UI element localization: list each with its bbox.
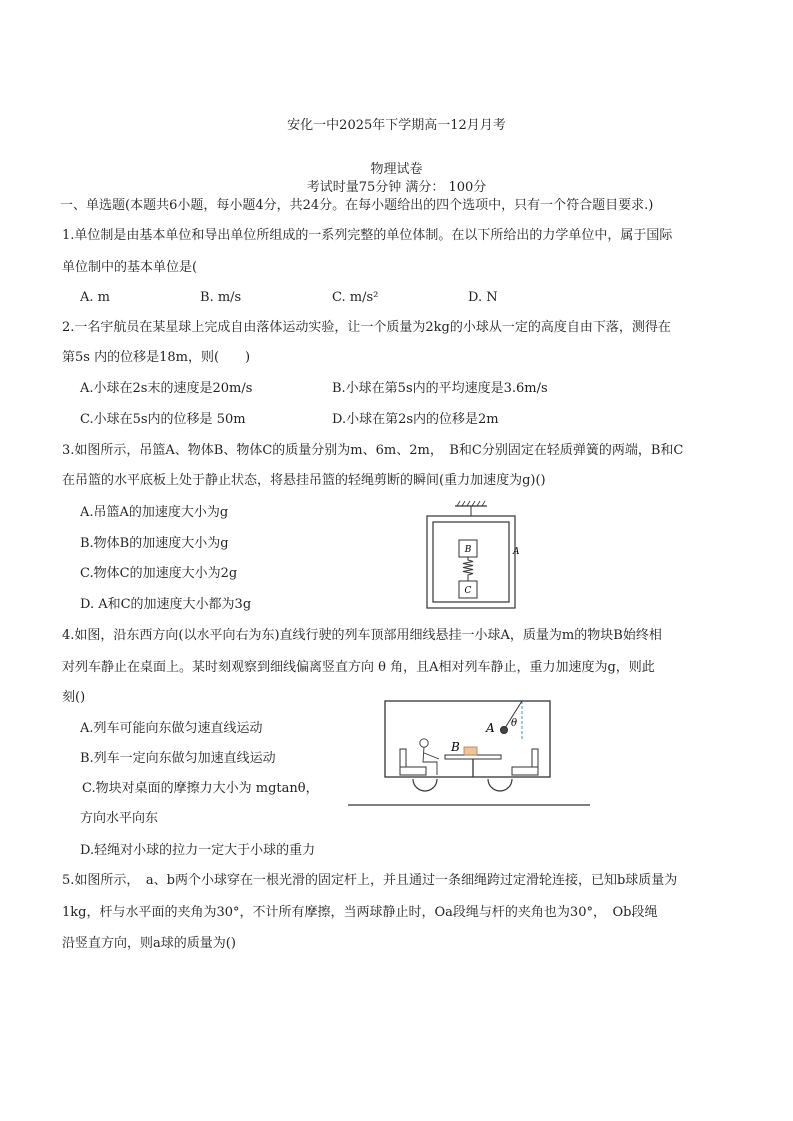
exam-title: 安化一中2025年下学期高一12月月考 [287, 118, 506, 133]
q3-option-c: C.物体C的加速度大小为2g [80, 566, 238, 581]
q2-option-a: A.小球在2s末的速度是20m/s [80, 381, 253, 396]
q3-text-line1: 3.如图所示，吊篮A、物体B、物体C的质量分别为m、6m、2m， B和C分别固定在轻质弹簧的两端，B和C [62, 443, 684, 458]
section-heading: 一、单选题(本题共6小题，每小题4分，共24分。在每小题给出的四个选项中，只有一个符合题目要求.) [60, 198, 654, 213]
q5-text-line1: 5.如图所示， a、b两个小球穿在一根光滑的固定杆上，并且通过一条细绳跨过定滑轮连接，已知b球质量为 [62, 873, 678, 888]
q2-option-c: C.小球在5s内的位移是 50m [80, 412, 246, 427]
q4-option-c-cont: 方向水平向东 [80, 811, 159, 826]
q5-text-line3: 沿竖直方向，则a球的质量为() [62, 936, 236, 951]
q4-option-b: B.列车一定向东做匀加速直线运动 [80, 751, 276, 766]
q3-option-d: D. A和C的加速度大小都为3g [80, 597, 252, 612]
q3-option-b: B.物体B的加速度大小为g [80, 536, 229, 551]
q4-option-d: D.轻绳对小球的拉力一定大于小球的重力 [80, 843, 316, 858]
q4-train-figure [345, 695, 595, 815]
q1-option-a: A. m [80, 290, 110, 305]
q1-text-line2: 单位制中的基本单位是( [62, 260, 198, 275]
q4-text-line1: 4.如图，沿东西方向(以水平向右为东)直线行驶的列车顶部用细线悬挂一小球A，质量为m的物块B始终相 [62, 628, 662, 643]
exam-info: 考试时量75分钟 满分： 100分 [306, 180, 487, 195]
q1-text-line1: 1.单位制是由基本单位和导出单位所组成的一系列完整的单位体制。在以下所给出的力学单位中，属于国际 [62, 228, 673, 243]
q2-option-b: B.小球在第5s内的平均速度是3.6m/s [332, 381, 548, 396]
q1-option-b: B. m/s [200, 290, 242, 305]
q4-label-a: A [486, 721, 495, 735]
q1-option-d: D. N [468, 290, 498, 305]
q2-text-line2: 第5s 内的位移是18m，则( ) [62, 350, 251, 365]
q5-text-line2: 1kg，杆与水平面的夹角为30°，不计所有摩擦，当两球静止时，Oa段绳与杆的夹角也为30°， Ob段绳 [62, 905, 658, 920]
subject-title: 物理试卷 [370, 162, 423, 177]
q4-label-b: B [451, 740, 460, 754]
q3-text-line2: 在吊篮的水平底板上处于静止状态，将悬挂吊篮的轻绳剪断的瞬间(重力加速度为g)() [62, 473, 546, 488]
q3-label-c: C [464, 586, 472, 596]
q3-label-a: A [513, 547, 520, 557]
q4-label-theta: θ [511, 718, 518, 729]
q2-option-d: D.小球在第2s内的位移是2m [332, 412, 499, 427]
q3-option-a: A.吊篮A的加速度大小为g [80, 505, 229, 520]
q1-option-c: C. m/s² [332, 290, 379, 305]
q3-basket-figure [415, 500, 530, 615]
q4-option-a: A.列车可能向东做匀速直线运动 [80, 721, 263, 736]
q4-text-line2: 对列车静止在桌面上。某时刻观察到细线偏离竖直方向 θ 角，且A相对列车静止，重力加速度为g，则此 [62, 660, 655, 675]
q2-text-line1: 2.一名宇航员在某星球上完成自由落体运动实验，让一个质量为2kg的小球从一定的高度自由下落，测得在 [62, 320, 671, 335]
q3-label-b: B [464, 545, 472, 555]
q4-option-c: C.物块对桌面的摩擦力大小为 mgtanθ， [82, 781, 319, 796]
q4-text-line3: 刻() [62, 690, 86, 705]
